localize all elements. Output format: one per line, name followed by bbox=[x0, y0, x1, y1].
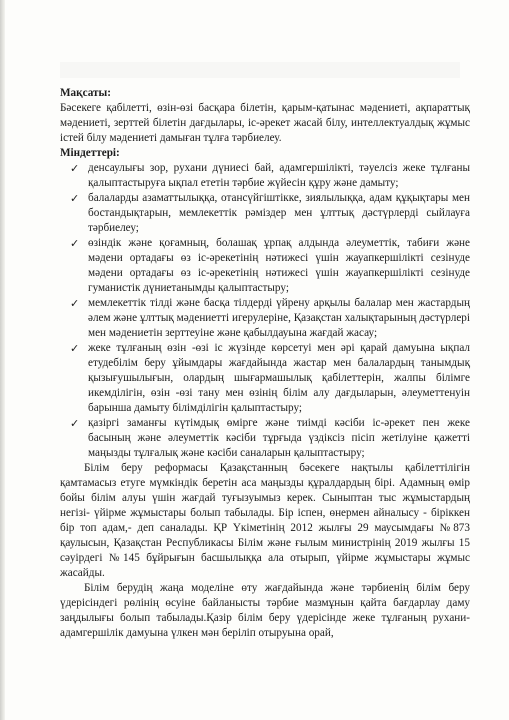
checkmark-icon: ✓ bbox=[70, 417, 80, 430]
scan-faint-header bbox=[60, 62, 460, 78]
task-item bbox=[60, 416, 470, 461]
checkmark-icon: ✓ bbox=[70, 237, 80, 250]
task-item bbox=[60, 341, 470, 416]
task-text: мемлекеттік тілді және басқа тілдерді үйрену арқылы балалар мен жастардың әлем және ұлттық мәдениетті игерулеріне, Қазақстан халықтарының дәстүрлері мен мәдениетін зерттеуіне және қабылдауына жағдай жасау; bbox=[88, 297, 470, 339]
body-paragraph: Білім берудің жаңа моделіне өту жағдайында және тәрбиенің білім беру үдерісіндегі рөлінің өсуіне байланысты тәрбие мазмұнын қайта бағдарлау даму заңдылығы болып табылады.Қазір білім беру үдерісінде жеке тұлғаның рухани-адамгершілік дамуына үлкен мән беріліп отыруына орай, bbox=[60, 582, 470, 639]
checkmark-icon: ✓ bbox=[70, 342, 80, 355]
task-item bbox=[60, 236, 470, 296]
task-text: денсаулығы зор, рухани дүниесі бай, адамгершілікті, тәуелсіз жеке тұлғаны қалыптастыруға ықпал ететін тәрбие жүйесін құру және дамыту; bbox=[88, 162, 470, 189]
task-text: жеке тұлғаның өзін -өзі іс жүзінде көрсетуі мен әрі қарай дамуына ықпал етудебілім беру ұйымдары жағдайында жастар мен балалардың танымдық қызығушылығын, олардың шығармашылық қабілеттерін, жалпы білімге икемділігін, өзін -өзі тану мен өзінің білім алу дағдыларын, әлеуметтенуін барынша дамыту білімділігін қалыптастыру; bbox=[88, 342, 470, 414]
task-item bbox=[60, 296, 470, 341]
task-text: өзіндік және қоғамның, болашақ ұрпақ алдында әлеуметтік, табиғи және мәдени ортадағы өз іс-әрекетінің нәтижесі үшін жауапкершілікті сезінуде мәдени ортадағы өз іс-әрекетінің нәтижесі үшін жауапкершілікті сезінуде гуманистік дүниетанымды қалыптастыру; bbox=[88, 237, 470, 294]
checkmark-icon: ✓ bbox=[70, 192, 80, 205]
task-text: қазіргі заманғы күтімдық өмірге және тиімді кәсіби іс-әрекет пен жеке басының және әлеуметтік кәсіби тұрғыда үздіксіз пісіп жетілуіне қажетті маңызды тұлғалық және кәсіби саналарын қалыптастыру; bbox=[88, 417, 470, 459]
goal-text: Бәсекеге қабілетті, өзін-өзі басқара білетін, қарым-қатынас мәдениеті, ақпараттық мәдениеті, зерттей білетін дағдылары, іс-әрекет жасай білу, интеллектуалдық жұмыс істей білу мәдениеті дамыған тұлға тәрбиелеу. bbox=[60, 102, 470, 144]
task-item bbox=[60, 161, 470, 191]
scan-edge-shadow bbox=[0, 0, 5, 720]
goal-heading: Мақсаты: bbox=[60, 87, 111, 99]
body-paragraph: Білім беру реформасы Қазақстанның бәсекеге нақтылы қабілеттілігін қамтамасыз етуге мүмкіндік беретін аса маңызды құралдардың бірі. Адамның өмір бойы білім алуы үшін жағдай туғызуымыз керек. Сыныптан тыс жұмыстардың негізі- үйірме жұмыстары болып табылады. Бір іспен, өнермен айналысу - біріккен бір топ адам,- деп саналады. ҚР Үкіметінің 2012 жылғы 29 маусымдағы №873 қаулысын, Қазақстан Республикасы Білім және ғылым министрінің 2019 жылғы 15 сәуірдегі №145 бұйрығын басшылыққа ала отырып, үйірме жұмыстары жұмыс жасайды. bbox=[60, 462, 470, 579]
task-item bbox=[60, 191, 470, 236]
tasks-heading: Міндеттері: bbox=[60, 147, 120, 159]
checkmark-icon: ✓ bbox=[70, 297, 80, 310]
checkmark-icon: ✓ bbox=[70, 162, 80, 175]
task-text: балаларды азаматтылыққа, отансүйгіштікке, зиялылыққа, адам құқықтары мен бостандықтарын, мемлекеттік рәміздер мен ұлттық дәстүрлерді сыйлауға тәрбиелеу; bbox=[88, 192, 470, 234]
document-content bbox=[60, 86, 470, 641]
tasks-list bbox=[60, 161, 470, 461]
